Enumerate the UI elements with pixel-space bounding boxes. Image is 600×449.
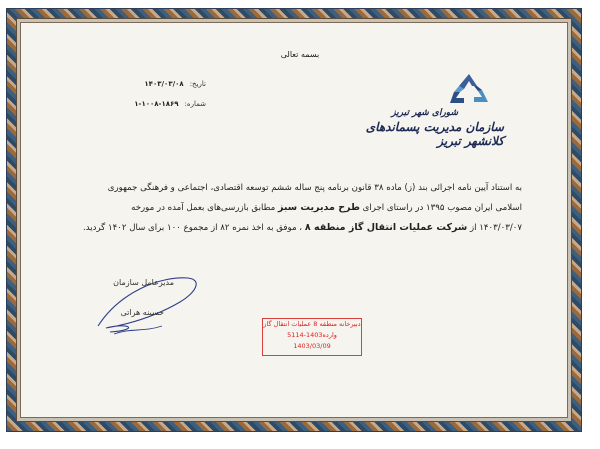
stamp-line-2: وارده1403-5114 xyxy=(287,331,337,339)
date-label: تاریخ: xyxy=(189,80,206,88)
body-line-3-end: ، موفق به اخذ نمره ۸۲ از مجموع ۱۰۰ برای سال ۱۴۰۲ گردید. xyxy=(82,223,303,233)
bismillah-heading: بسمه تعالی xyxy=(280,50,320,59)
organization-name: سازمان مدیریت پسماندهای کلانشهر تبریز xyxy=(365,120,504,148)
body-line-2-start: اسلامی ایران مصوب ۱۳۹۵ در راستای اجرای xyxy=(362,203,522,213)
plan-name: طرح مدیریت سبز xyxy=(277,202,360,213)
council-name: شورای شهر تبریز xyxy=(391,108,458,118)
body-line-2-end: مطابق بازرسی‌های بعمل آمده در مورخه xyxy=(131,203,276,213)
number-label: شماره: xyxy=(184,100,206,108)
registry-stamp xyxy=(262,318,362,356)
signer-name: حسینه هراتی xyxy=(120,308,164,317)
body-line-3 xyxy=(52,218,522,238)
date-value: ۱۴۰۳/۰۳/۰۸ xyxy=(144,80,184,88)
number-value: ۱-۱۰۰۸-۱۸۶۹ xyxy=(134,100,179,108)
body-line-3-start: ۱۴۰۳/۰۳/۰۷ از xyxy=(470,223,522,233)
date-row xyxy=(86,80,206,88)
recycle-icon xyxy=(446,72,492,110)
company-name: شرکت عملیات انتقال گاز منطقه ۸ xyxy=(304,222,468,233)
stamp-line-1: دبیرخانه منطقه 8 عملیات انتقال گاز xyxy=(263,320,361,328)
number-row xyxy=(86,100,206,108)
side-code xyxy=(3,60,11,100)
organization-block xyxy=(324,108,504,148)
body-line-2 xyxy=(52,198,522,218)
certificate-body xyxy=(52,178,522,238)
stamp-date: 1403/03/09 xyxy=(293,342,331,350)
body-line-1: به استناد آیین نامه اجرائی بند (ز) ماده ۳۸ قانون برنامه پنج ساله ششم توسعه اقتصادی، اجتماعی و فرهنگی جمهوری xyxy=(107,183,522,193)
letter-meta xyxy=(86,80,206,120)
signer-title: مدیرعامل سازمان xyxy=(113,278,174,287)
